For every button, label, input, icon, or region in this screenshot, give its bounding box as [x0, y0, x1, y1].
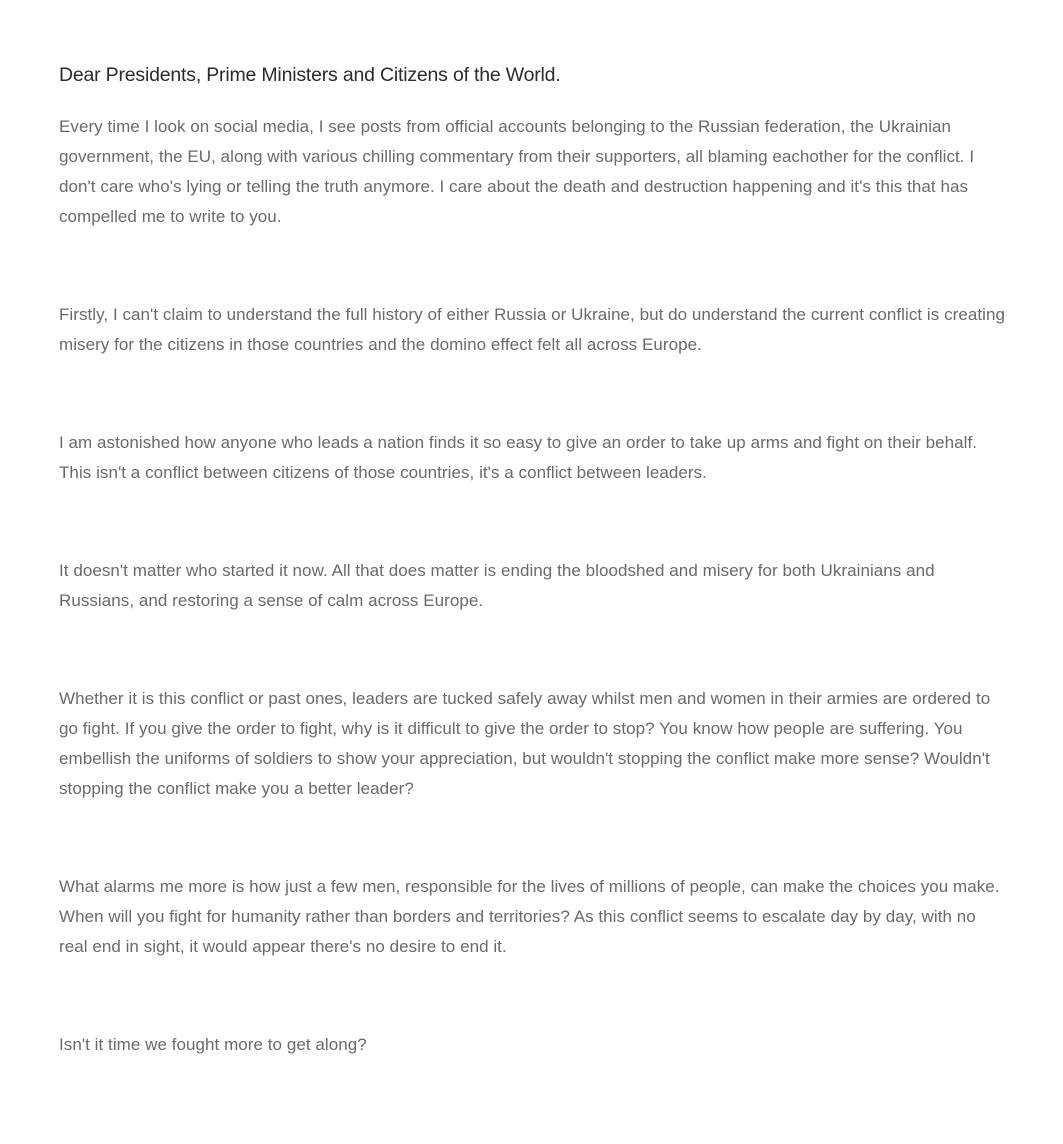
letter-heading: Dear Presidents, Prime Ministers and Citizens of the World.: [59, 64, 561, 86]
letter-body: [59, 60, 1009, 1060]
letter-paragraph-2: Firstly, I can't claim to understand the full history of either Russia or Ukraine, but do understand the current conflict is creating misery for the citizens in those countries and the domino effect felt all across Europe.: [59, 305, 1005, 354]
letter-paragraph-5: Whether it is this conflict or past ones, leaders are tucked safely away whilst men and women in their armies are ordered to go fight. If you give the order to fight, why is it difficult to give the order to stop? You know how people are suffering. You embellish the uniforms of soldiers to show your appreciation, but wouldn't stopping the conflict make more sense? Wouldn't stopping the conflict make you a better leader?: [59, 689, 991, 798]
letter-paragraph-1: Every time I look on social media, I see posts from official accounts belonging to the Russian federation, the Ukrainian government, the EU, along with various chilling commentary from their supporters, all blaming eachother for the conflict. I don't care who's lying or telling the truth anymore. I care about the death and destruction happening and it's this that has compelled me to write to you.: [59, 117, 975, 226]
letter-paragraph-7: Isn't it time we fought more to get along?: [59, 1035, 367, 1054]
letter-paragraph-6: What alarms me more is how just a few men, responsible for the lives of millions of people, can make the choices you make. When will you fight for humanity rather than borders and territories? As this conflict seems to escalate day by day, with no real end in sight, it would appear there's no desire to end it.: [59, 877, 1000, 956]
letter-paragraph-4: It doesn't matter who started it now. All that does matter is ending the bloodshed and misery for both Ukrainians and Russians, and restoring a sense of calm across Europe.: [59, 561, 935, 610]
letter-paragraph-3: I am astonished how anyone who leads a nation finds it so easy to give an order to take up arms and fight on their behalf. This isn't a conflict between citizens of those countries, it's a conflict between leaders.: [59, 433, 978, 482]
